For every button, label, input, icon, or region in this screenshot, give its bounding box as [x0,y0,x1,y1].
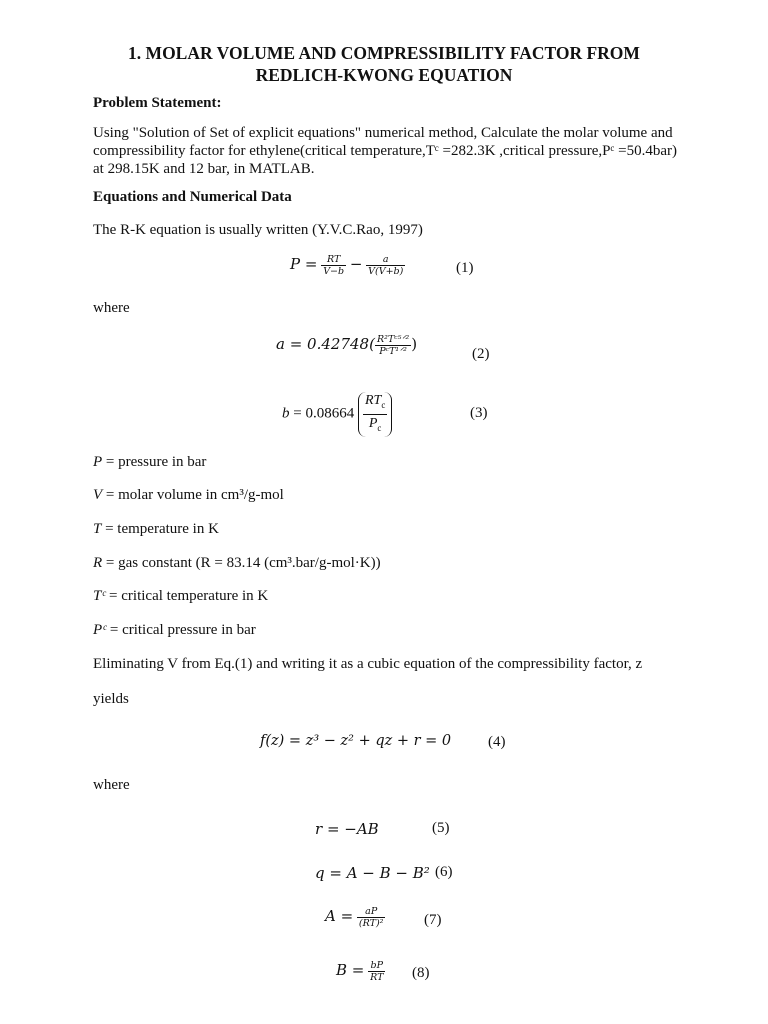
eq3-paren [358,392,392,437]
eq2-frac-den: PᶜT¹ᐟ² [375,345,411,357]
eq1-frac-1-num: RT [326,254,341,265]
eq2-frac-num: R²Tᶜ⁵ᐟ² [376,334,410,345]
equations-heading: Equations and Numerical Data [93,189,292,205]
equation-1 [290,254,405,277]
eq1-op: − [349,254,363,273]
eq7-frac-den: (RT)² [358,918,384,929]
title-line-1: 1. MOLAR VOLUME AND COMPRESSIBILITY FACTOR FROM [128,43,640,63]
equation-8 [336,960,385,983]
eq6-number: (6) [435,864,453,880]
eq8-number: (8) [412,965,430,981]
definition-T: T = temperature in K [93,521,219,537]
eq3-frac-den: $P_c$ [363,414,387,437]
eq8-frac [368,960,385,983]
where-2: where [93,777,130,793]
definition-Tc: Tᶜ = critical temperature in K [93,588,269,604]
definition-R: R = gas constant (R = 83.14 (cm³.bar/g-mol·K)) [93,555,381,571]
rk-intro: The R-K equation is usually written (Y.V.C.Rao, 1997) [93,222,423,238]
eq3-frac-num: $RT_c$ [364,393,386,410]
equation-5: r = −AB [315,820,379,838]
eq1-frac-2 [366,254,405,277]
eq7-number: (7) [424,912,442,928]
eq7-frac [357,906,386,929]
eq8-frac-num: bP [370,960,384,971]
definition-P: P = pressure in bar [93,454,207,470]
eq1-frac-1-den: V−b [323,266,345,277]
eq3-frac [363,392,387,437]
title-line-2: REDLICH-KWONG EQUATION [255,65,513,85]
eliminating-text: Eliminating V from Eq.(1) and writing it as a cubic equation of the compressibility factor, z [93,656,643,672]
definition-Pc: Pᶜ = critical pressure in bar [93,622,256,638]
eq7-frac-num: aP [365,906,378,917]
eq2-rhs: ) [411,334,418,353]
problem-text: Using "Solution of Set of explicit equations" numerical method, Calculate the molar volume and compressibility factor for ethylene(critical temperature,Tᶜ =282.3K ,critical pressure,Pᶜ =50.4bar) at 298.15K and 12 bar, in MATLAB. [93,125,677,177]
eq8-frac-den: RT [370,972,384,983]
eq1-lhs: P = [290,254,318,273]
equation-3 [282,392,392,437]
eq5-number: (5) [432,820,450,836]
eq4-number: (4) [488,734,506,750]
eq7-lhs: A = [325,906,354,925]
eq1-number: (1) [456,260,474,276]
where-1: where [93,300,130,316]
eq1-frac-1 [321,254,346,277]
eq2-lhs: a = 0.42748( [276,334,375,353]
equation-6: q = A − B − B² [315,864,430,882]
equation-7 [325,906,385,929]
eq2-number: (2) [472,346,490,362]
equation-4: f(z) = z³ − z² + qz + r = 0 [260,733,452,749]
eq3-lhs: b = 0.08664 [282,405,355,422]
eq2-frac [375,334,411,357]
eq8-lhs: B = [336,960,365,979]
yields-text: yields [93,691,129,707]
definition-V: V = molar volume in cm³/g-mol [93,487,284,503]
problem-heading: Problem Statement: [93,95,222,111]
equation-2 [276,334,417,357]
eq1-frac-2-den: V(V+b) [368,266,404,277]
eq3-number: (3) [470,405,488,421]
eq1-frac-2-num: a [382,254,389,265]
